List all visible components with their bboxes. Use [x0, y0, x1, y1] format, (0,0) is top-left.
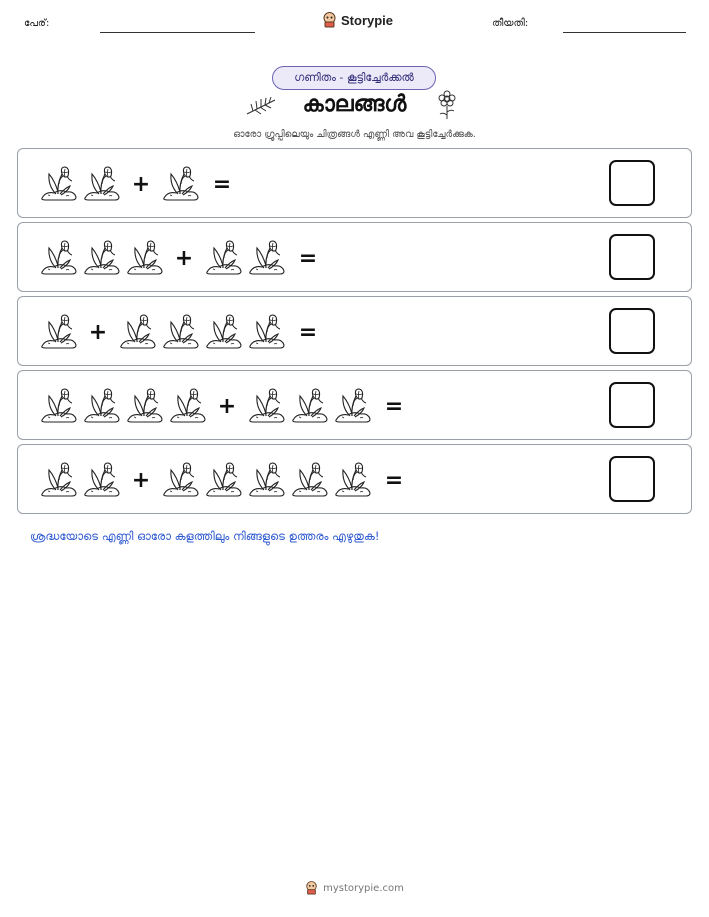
date-line[interactable] [563, 32, 686, 33]
snowdrop-flower-icon [203, 312, 245, 352]
snowdrop-flower-icon [160, 460, 202, 500]
snowdrop-flower-icon [38, 238, 80, 278]
snowdrop-flower-icon [124, 386, 166, 426]
answer-box[interactable] [609, 160, 655, 206]
storypie-logo-icon [305, 881, 318, 895]
snowdrop-flower-icon [81, 386, 123, 426]
snowdrop-flower-icon [167, 386, 209, 426]
equals-sign: = [212, 171, 232, 197]
problem-row [17, 370, 692, 440]
problem-row [17, 296, 692, 366]
snowdrop-flower-icon [332, 460, 374, 500]
addition-equation [18, 149, 241, 219]
storypie-logo-icon [322, 12, 337, 28]
instruction: ഓരോ ഗ്രൂപ്പിലെയും ചിത്രങ്ങൾ എണ്ണി അവ കൂട്ടിച്ചേർക്കുക. [233, 129, 476, 140]
snowdrop-flower-icon [246, 386, 288, 426]
answer-box[interactable] [609, 382, 655, 428]
problem-row [17, 444, 692, 514]
snowdrop-flower-icon [203, 460, 245, 500]
snowdrop-flower-icon [246, 460, 288, 500]
snowdrop-flower-icon [81, 460, 123, 500]
addition-equation [18, 445, 413, 515]
name-label: പേര്: [24, 18, 50, 29]
equals-sign: = [384, 467, 404, 493]
brand-name: Storypie [341, 12, 394, 28]
snowdrop-flower-icon [38, 164, 80, 204]
snowdrop-flower-icon [246, 238, 288, 278]
subject-pill: ഗണിതം - കൂട്ടിച്ചേർക്കൽ [272, 66, 436, 90]
answer-note: ശ്രദ്ധയോടെ എണ്ണി ഓരോ കളത്തിലും നിങ്ങളുടെ ഉത്തരം എഴുതുക! [30, 529, 380, 543]
snowdrop-flower-icon [289, 386, 331, 426]
snowdrop-flower-icon [203, 238, 245, 278]
page-title: കാലങ്ങൾ [302, 92, 407, 117]
snowdrop-flower-icon [332, 386, 374, 426]
plus-sign: + [174, 245, 194, 271]
problem-row [17, 148, 692, 218]
snowdrop-flower-icon [81, 238, 123, 278]
snowdrop-flower-icon [117, 312, 159, 352]
snowdrop-flower-icon [124, 238, 166, 278]
snowdrop-flower-icon [289, 460, 331, 500]
date-label: തീയതി: [492, 18, 529, 29]
plus-sign: + [131, 467, 151, 493]
problem-row [17, 222, 692, 292]
flower-sketch-icon [435, 90, 459, 120]
addition-equation [18, 297, 327, 367]
answer-box[interactable] [609, 308, 655, 354]
snowdrop-flower-icon [38, 312, 80, 352]
equals-sign: = [384, 393, 404, 419]
answer-box[interactable] [609, 456, 655, 502]
addition-equation [18, 371, 413, 441]
snowdrop-flower-icon [38, 386, 80, 426]
snowdrop-flower-icon [246, 312, 288, 352]
addition-equation [18, 223, 327, 293]
plus-sign: + [131, 171, 151, 197]
brand [322, 12, 393, 28]
answer-box[interactable] [609, 234, 655, 280]
snowdrop-flower-icon [81, 164, 123, 204]
snowdrop-flower-icon [38, 460, 80, 500]
name-line[interactable] [100, 32, 255, 33]
site-url: mystorypie.com [323, 882, 404, 894]
snowdrop-flower-icon [160, 164, 202, 204]
equals-sign: = [298, 319, 318, 345]
plus-sign: + [217, 393, 237, 419]
snowdrop-flower-icon [160, 312, 202, 352]
site-footer [0, 881, 709, 895]
equals-sign: = [298, 245, 318, 271]
plus-sign: + [88, 319, 108, 345]
